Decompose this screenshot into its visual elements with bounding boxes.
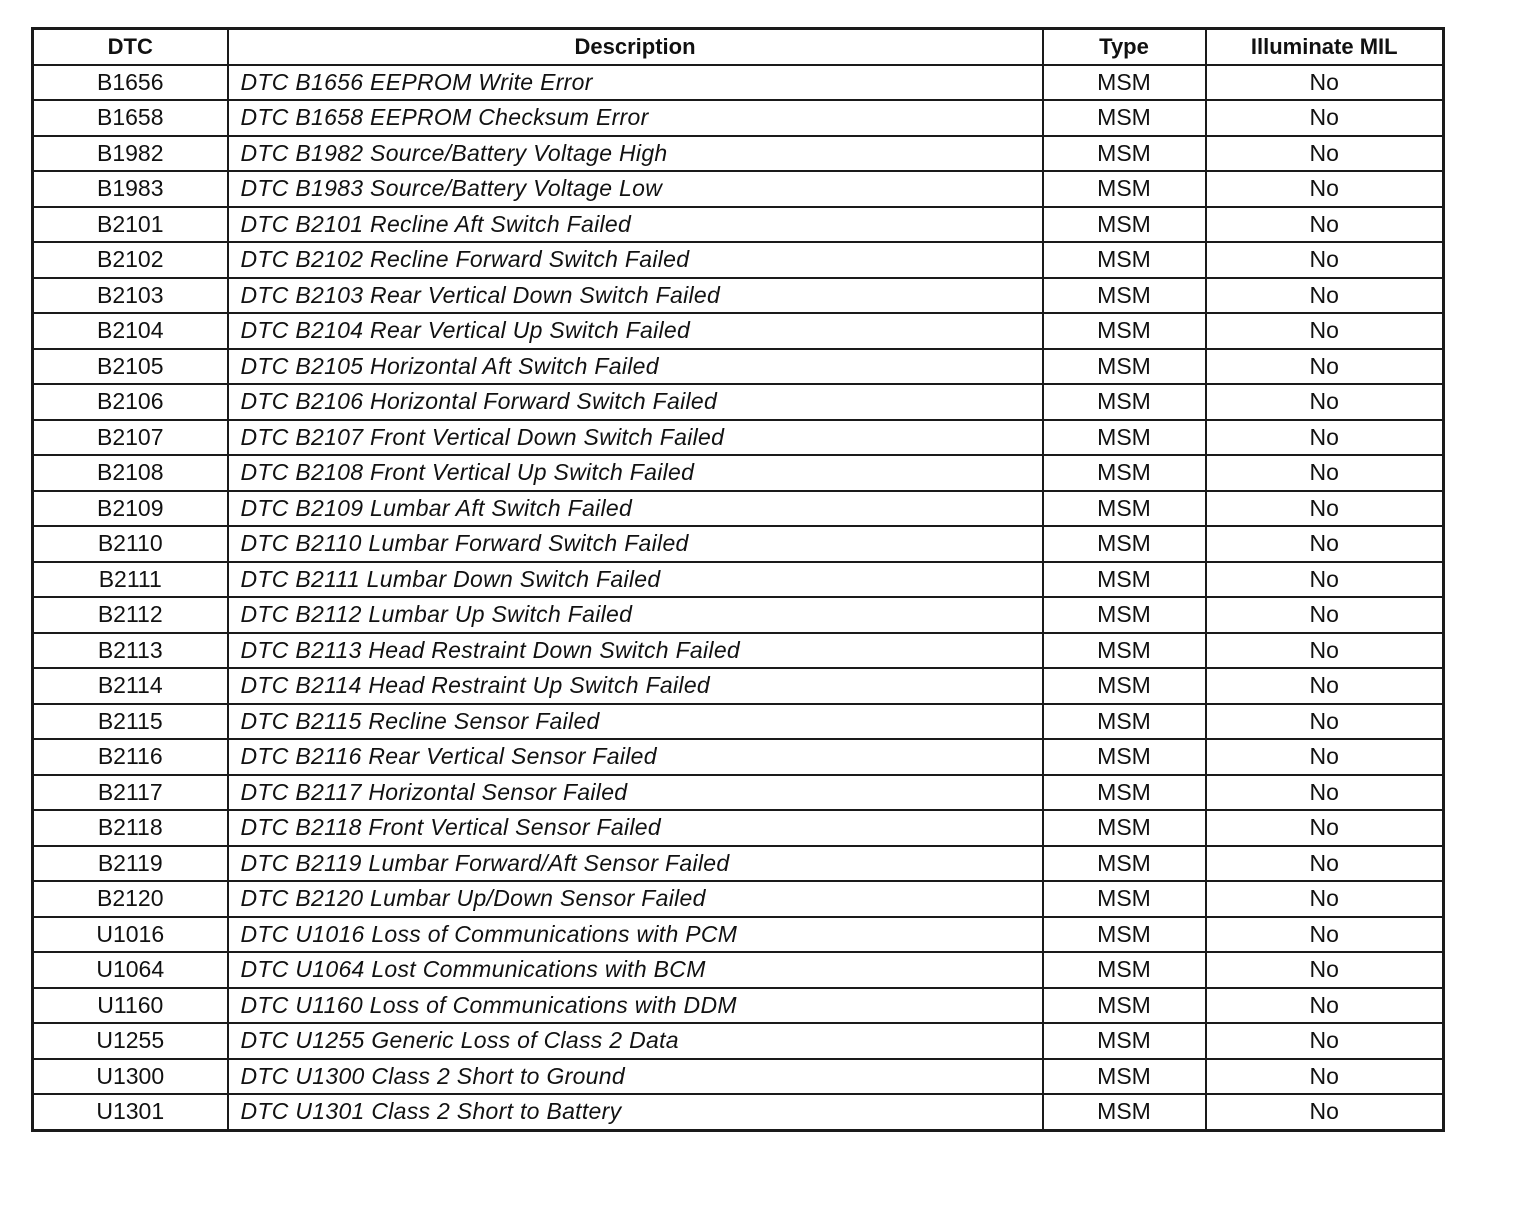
type-cell: MSM	[1043, 278, 1206, 314]
table-row	[33, 668, 1444, 704]
dtc-code-cell: B1983	[33, 171, 228, 207]
table-row	[33, 562, 1444, 598]
type-cell: MSM	[1043, 846, 1206, 882]
description-cell: DTC B1656 EEPROM Write Error	[228, 65, 1043, 101]
illuminate-mil-cell: No	[1206, 420, 1444, 456]
description-cell: DTC U1064 Lost Communications with BCM	[228, 952, 1043, 988]
description-cell: DTC B2113 Head Restraint Down Switch Failed	[228, 633, 1043, 669]
type-cell: MSM	[1043, 668, 1206, 704]
dtc-code-cell: B2102	[33, 242, 228, 278]
type-cell: MSM	[1043, 313, 1206, 349]
header-row	[33, 29, 1444, 65]
dtc-code-cell: U1016	[33, 917, 228, 953]
illuminate-mil-cell: No	[1206, 136, 1444, 172]
description-cell: DTC B1658 EEPROM Checksum Error	[228, 100, 1043, 136]
type-cell: MSM	[1043, 100, 1206, 136]
table-row	[33, 455, 1444, 491]
dtc-code-cell: U1255	[33, 1023, 228, 1059]
illuminate-mil-cell: No	[1206, 100, 1444, 136]
type-cell: MSM	[1043, 881, 1206, 917]
dtc-code-cell: B2118	[33, 810, 228, 846]
header-type: Type	[1043, 29, 1206, 65]
illuminate-mil-cell: No	[1206, 1023, 1444, 1059]
type-cell: MSM	[1043, 1023, 1206, 1059]
dtc-code-cell: B2101	[33, 207, 228, 243]
table-row	[33, 100, 1444, 136]
dtc-table	[31, 27, 1445, 1132]
dtc-code-cell: U1160	[33, 988, 228, 1024]
description-cell: DTC B2103 Rear Vertical Down Switch Failed	[228, 278, 1043, 314]
dtc-code-cell: B2105	[33, 349, 228, 385]
description-cell: DTC U1301 Class 2 Short to Battery	[228, 1094, 1043, 1130]
table-row	[33, 242, 1444, 278]
illuminate-mil-cell: No	[1206, 597, 1444, 633]
dtc-code-cell: B2115	[33, 704, 228, 740]
illuminate-mil-cell: No	[1206, 633, 1444, 669]
header-illuminate-mil: Illuminate MIL	[1206, 29, 1444, 65]
header-description: Description	[228, 29, 1043, 65]
illuminate-mil-cell: No	[1206, 668, 1444, 704]
table-row	[33, 420, 1444, 456]
description-cell: DTC B2111 Lumbar Down Switch Failed	[228, 562, 1043, 598]
description-cell: DTC B2115 Recline Sensor Failed	[228, 704, 1043, 740]
table-row	[33, 1094, 1444, 1130]
illuminate-mil-cell: No	[1206, 775, 1444, 811]
dtc-code-cell: B2119	[33, 846, 228, 882]
dtc-code-cell: B1656	[33, 65, 228, 101]
description-cell: DTC B2105 Horizontal Aft Switch Failed	[228, 349, 1043, 385]
dtc-code-cell: B2113	[33, 633, 228, 669]
description-cell: DTC B2104 Rear Vertical Up Switch Failed	[228, 313, 1043, 349]
illuminate-mil-cell: No	[1206, 810, 1444, 846]
table-row	[33, 597, 1444, 633]
description-cell: DTC B2107 Front Vertical Down Switch Failed	[228, 420, 1043, 456]
table-row	[33, 810, 1444, 846]
description-cell: DTC B2110 Lumbar Forward Switch Failed	[228, 526, 1043, 562]
dtc-code-cell: B2109	[33, 491, 228, 527]
table-row	[33, 1059, 1444, 1095]
illuminate-mil-cell: No	[1206, 207, 1444, 243]
dtc-code-cell: B1982	[33, 136, 228, 172]
description-cell: DTC B1982 Source/Battery Voltage High	[228, 136, 1043, 172]
dtc-code-cell: U1300	[33, 1059, 228, 1095]
type-cell: MSM	[1043, 420, 1206, 456]
table-row	[33, 65, 1444, 101]
dtc-code-cell: U1064	[33, 952, 228, 988]
table-row	[33, 207, 1444, 243]
table-row	[33, 988, 1444, 1024]
illuminate-mil-cell: No	[1206, 704, 1444, 740]
header-dtc: DTC	[33, 29, 228, 65]
description-cell: DTC B2102 Recline Forward Switch Failed	[228, 242, 1043, 278]
dtc-code-cell: B2114	[33, 668, 228, 704]
table-row	[33, 171, 1444, 207]
dtc-code-cell: B2116	[33, 739, 228, 775]
type-cell: MSM	[1043, 917, 1206, 953]
description-cell: DTC U1255 Generic Loss of Class 2 Data	[228, 1023, 1043, 1059]
description-cell: DTC U1300 Class 2 Short to Ground	[228, 1059, 1043, 1095]
type-cell: MSM	[1043, 633, 1206, 669]
type-cell: MSM	[1043, 810, 1206, 846]
table-header	[33, 29, 1444, 65]
type-cell: MSM	[1043, 775, 1206, 811]
type-cell: MSM	[1043, 952, 1206, 988]
description-cell: DTC U1016 Loss of Communications with PCM	[228, 917, 1043, 953]
illuminate-mil-cell: No	[1206, 1094, 1444, 1130]
illuminate-mil-cell: No	[1206, 952, 1444, 988]
type-cell: MSM	[1043, 349, 1206, 385]
table-row	[33, 526, 1444, 562]
description-cell: DTC B2116 Rear Vertical Sensor Failed	[228, 739, 1043, 775]
dtc-code-cell: B2120	[33, 881, 228, 917]
type-cell: MSM	[1043, 65, 1206, 101]
description-cell: DTC B2117 Horizontal Sensor Failed	[228, 775, 1043, 811]
type-cell: MSM	[1043, 704, 1206, 740]
table-row	[33, 775, 1444, 811]
table-row	[33, 739, 1444, 775]
illuminate-mil-cell: No	[1206, 384, 1444, 420]
type-cell: MSM	[1043, 136, 1206, 172]
dtc-code-cell: B2112	[33, 597, 228, 633]
table-body	[33, 65, 1444, 1131]
illuminate-mil-cell: No	[1206, 455, 1444, 491]
table-row	[33, 881, 1444, 917]
description-cell: DTC B2112 Lumbar Up Switch Failed	[228, 597, 1043, 633]
table-row	[33, 313, 1444, 349]
description-cell: DTC B2108 Front Vertical Up Switch Failed	[228, 455, 1043, 491]
description-cell: DTC B2118 Front Vertical Sensor Failed	[228, 810, 1043, 846]
description-cell: DTC U1160 Loss of Communications with DDM	[228, 988, 1043, 1024]
type-cell: MSM	[1043, 1059, 1206, 1095]
description-cell: DTC B2106 Horizontal Forward Switch Failed	[228, 384, 1043, 420]
dtc-code-cell: B2108	[33, 455, 228, 491]
illuminate-mil-cell: No	[1206, 65, 1444, 101]
table-row	[33, 952, 1444, 988]
dtc-code-cell: B2106	[33, 384, 228, 420]
description-cell: DTC B2120 Lumbar Up/Down Sensor Failed	[228, 881, 1043, 917]
table-row	[33, 491, 1444, 527]
table-row	[33, 917, 1444, 953]
illuminate-mil-cell: No	[1206, 846, 1444, 882]
type-cell: MSM	[1043, 988, 1206, 1024]
dtc-code-cell: B1658	[33, 100, 228, 136]
illuminate-mil-cell: No	[1206, 881, 1444, 917]
type-cell: MSM	[1043, 526, 1206, 562]
type-cell: MSM	[1043, 562, 1206, 598]
dtc-code-cell: B2110	[33, 526, 228, 562]
illuminate-mil-cell: No	[1206, 988, 1444, 1024]
type-cell: MSM	[1043, 597, 1206, 633]
type-cell: MSM	[1043, 739, 1206, 775]
illuminate-mil-cell: No	[1206, 242, 1444, 278]
table-row	[33, 1023, 1444, 1059]
illuminate-mil-cell: No	[1206, 313, 1444, 349]
type-cell: MSM	[1043, 384, 1206, 420]
dtc-code-cell: B2104	[33, 313, 228, 349]
dtc-code-cell: B2103	[33, 278, 228, 314]
table-row	[33, 704, 1444, 740]
description-cell: DTC B1983 Source/Battery Voltage Low	[228, 171, 1043, 207]
description-cell: DTC B2109 Lumbar Aft Switch Failed	[228, 491, 1043, 527]
type-cell: MSM	[1043, 1094, 1206, 1130]
illuminate-mil-cell: No	[1206, 1059, 1444, 1095]
type-cell: MSM	[1043, 171, 1206, 207]
illuminate-mil-cell: No	[1206, 526, 1444, 562]
dtc-code-cell: U1301	[33, 1094, 228, 1130]
table-row	[33, 846, 1444, 882]
dtc-code-cell: B2107	[33, 420, 228, 456]
type-cell: MSM	[1043, 242, 1206, 278]
type-cell: MSM	[1043, 207, 1206, 243]
type-cell: MSM	[1043, 455, 1206, 491]
illuminate-mil-cell: No	[1206, 739, 1444, 775]
description-cell: DTC B2114 Head Restraint Up Switch Failed	[228, 668, 1043, 704]
table-row	[33, 384, 1444, 420]
illuminate-mil-cell: No	[1206, 278, 1444, 314]
illuminate-mil-cell: No	[1206, 917, 1444, 953]
type-cell: MSM	[1043, 491, 1206, 527]
table-row	[33, 633, 1444, 669]
illuminate-mil-cell: No	[1206, 171, 1444, 207]
dtc-code-cell: B2111	[33, 562, 228, 598]
table-row	[33, 136, 1444, 172]
description-cell: DTC B2119 Lumbar Forward/Aft Sensor Failed	[228, 846, 1043, 882]
description-cell: DTC B2101 Recline Aft Switch Failed	[228, 207, 1043, 243]
table-row	[33, 278, 1444, 314]
dtc-code-cell: B2117	[33, 775, 228, 811]
illuminate-mil-cell: No	[1206, 491, 1444, 527]
illuminate-mil-cell: No	[1206, 349, 1444, 385]
table-row	[33, 349, 1444, 385]
illuminate-mil-cell: No	[1206, 562, 1444, 598]
